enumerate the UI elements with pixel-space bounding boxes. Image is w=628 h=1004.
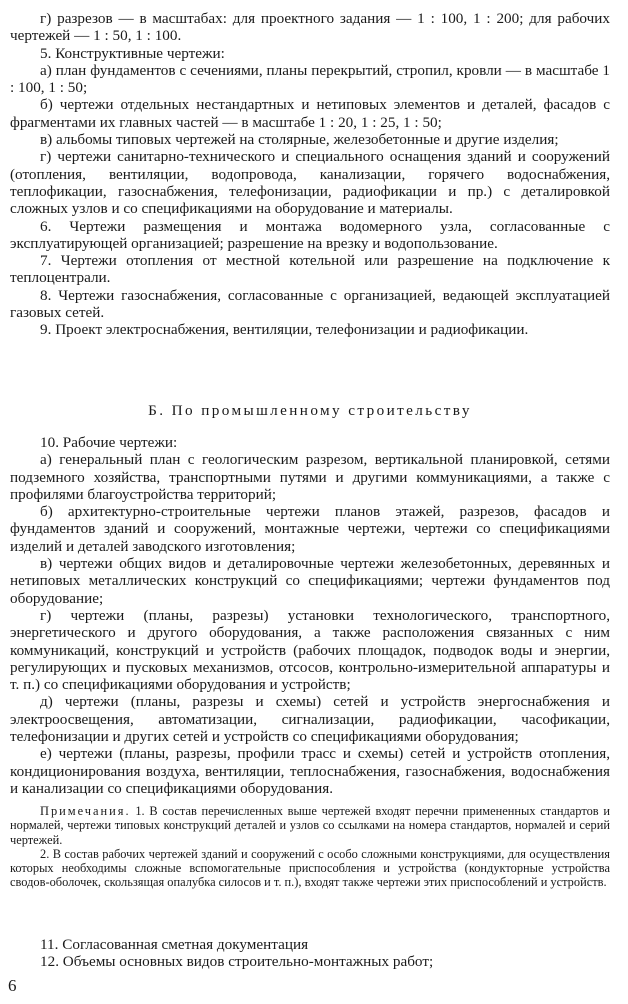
- note-2: 2. В состав рабочих чертежей зданий и сооружений с особо сложными конструкциями, для осуществления которых необходимы сложные вспомогательные приспособления и устройства (кондукторные устройства сводов-оболочек, скользящая опалубка силосов и т. п.), входят также чертежи этих приспособлений и устройств.: [10, 846, 610, 890]
- paragraph: 9. Проект электроснабжения, вентиляции, телефонизации и радиофикации.: [40, 321, 529, 339]
- paragraph: 10. Рабочие чертежи:: [40, 434, 178, 451]
- section-a-continuation: [10, 10, 610, 339]
- paragraph: 11. Согласованная сметная документация: [40, 936, 309, 953]
- section-b: [10, 434, 610, 889]
- paragraph: д) чертежи (планы, разрезы и схемы) сетей и устройств энергоснабжения и электроосвещения, автоматизации, сигнализации, радиофикации, часофикации, телефонизации и других сетей и устройств со спецификациями оборудования;: [10, 693, 610, 746]
- paragraph: 8. Чертежи газоснабжения, согласованные с организацией, ведающей эксплуатацией газовых сетей.: [10, 286, 610, 322]
- paragraph: б) архитектурно-строительные чертежи планов этажей, разрезов, фасадов и фундаментов зданий и сооружений, монтажные чертежи, чертежи со спецификациями изделий и деталей заводского изготовления;: [10, 503, 610, 555]
- paragraph: 12. Объемы основных видов строительно-монтажных работ;: [40, 953, 434, 971]
- paragraph: г) разрезов — в масштабах: для проектного задания — 1 : 100, 1 : 200; для рабочих чертежей — 1 : 50, 1 : 100.: [10, 10, 610, 45]
- note-1-text: 1. В состав перечисленных выше чертежей входят перечни примененных стандартов и нормалей, чертежи типовых конструкций деталей и узлов со ссылками на номера стандартов, нормалей и серий чертежей.: [10, 804, 610, 847]
- paragraph: в) чертежи общих видов и деталировочные чертежи железобетонных, деревянных и нетиповых металлических конструкций со спецификациями; чертежи фундаментов под оборудование;: [10, 555, 610, 607]
- page-number: 6: [8, 976, 17, 995]
- notes-label: Примечания.: [40, 804, 131, 819]
- paragraph: 5. Конструктивные чертежи:: [40, 44, 225, 62]
- paragraph: б) чертежи отдельных нестандартных и нетиповых элементов и деталей, фасадов с фрагментами их главных частей — в масштабе 1 : 20, 1 : 25, 1 : 50;: [10, 96, 610, 131]
- section-b-heading: Б. По промышленному строительству: [148, 402, 472, 419]
- paragraph: 7. Чертежи отопления от местной котельной или разрешение на подключение к теплоцентрали.: [10, 252, 610, 287]
- note-1: [10, 804, 610, 847]
- paragraph: а) генеральный план с геологическим разрезом, вертикальной планировкой, сетями подземного хозяйства, транспортными путями и другими коммуникациями, а также с профилями благоустройства территорий;: [10, 451, 610, 503]
- paragraph: г) чертежи (планы, разрезы) установки технологического, транспортного, энергетического и другого оборудования, а также расположения связанных с ним коммуникаций, конструкций и устройств (рабочих площадок, подводок воды и энергии, регулирующих и пусковых механизмов, отсосов, контрольно-измерительной аппаратуры и т. п.) со спецификациями оборудования и устройств;: [10, 606, 610, 694]
- section-b-end: [10, 936, 610, 971]
- paragraph: 6. Чертежи размещения и монтажа водомерного узла, согласованные с эксплуатирующей организацией; разрешение на врезку и водопользование.: [10, 217, 610, 252]
- paragraph: г) чертежи санитарно-технического и специального оснащения зданий и сооружений (отопления, вентиляции, водопровода, канализации, горячего водоснабжения, теплофикации, газоснабжения, телефонизации, радиофикации и пр.) с деталировкой сложных узлов и со спецификациями на оборудование и материалы.: [10, 148, 610, 218]
- paragraph: а) план фундаментов с сечениями, планы перекрытий, стропил, кровли — в масштабе 1 : 100, 1 : 50;: [10, 61, 610, 97]
- paragraph: в) альбомы типовых чертежей на столярные, железобетонные и другие изделия;: [40, 131, 559, 149]
- paragraph: е) чертежи (планы, разрезы, профили трасс и схемы) сетей и устройств отопления, кондиционирования воздуха, вентиляции, теплоснабжения, газоснабжения, водоснабжения и канализации со спецификациями оборудования.: [10, 745, 610, 797]
- notes: [10, 804, 610, 889]
